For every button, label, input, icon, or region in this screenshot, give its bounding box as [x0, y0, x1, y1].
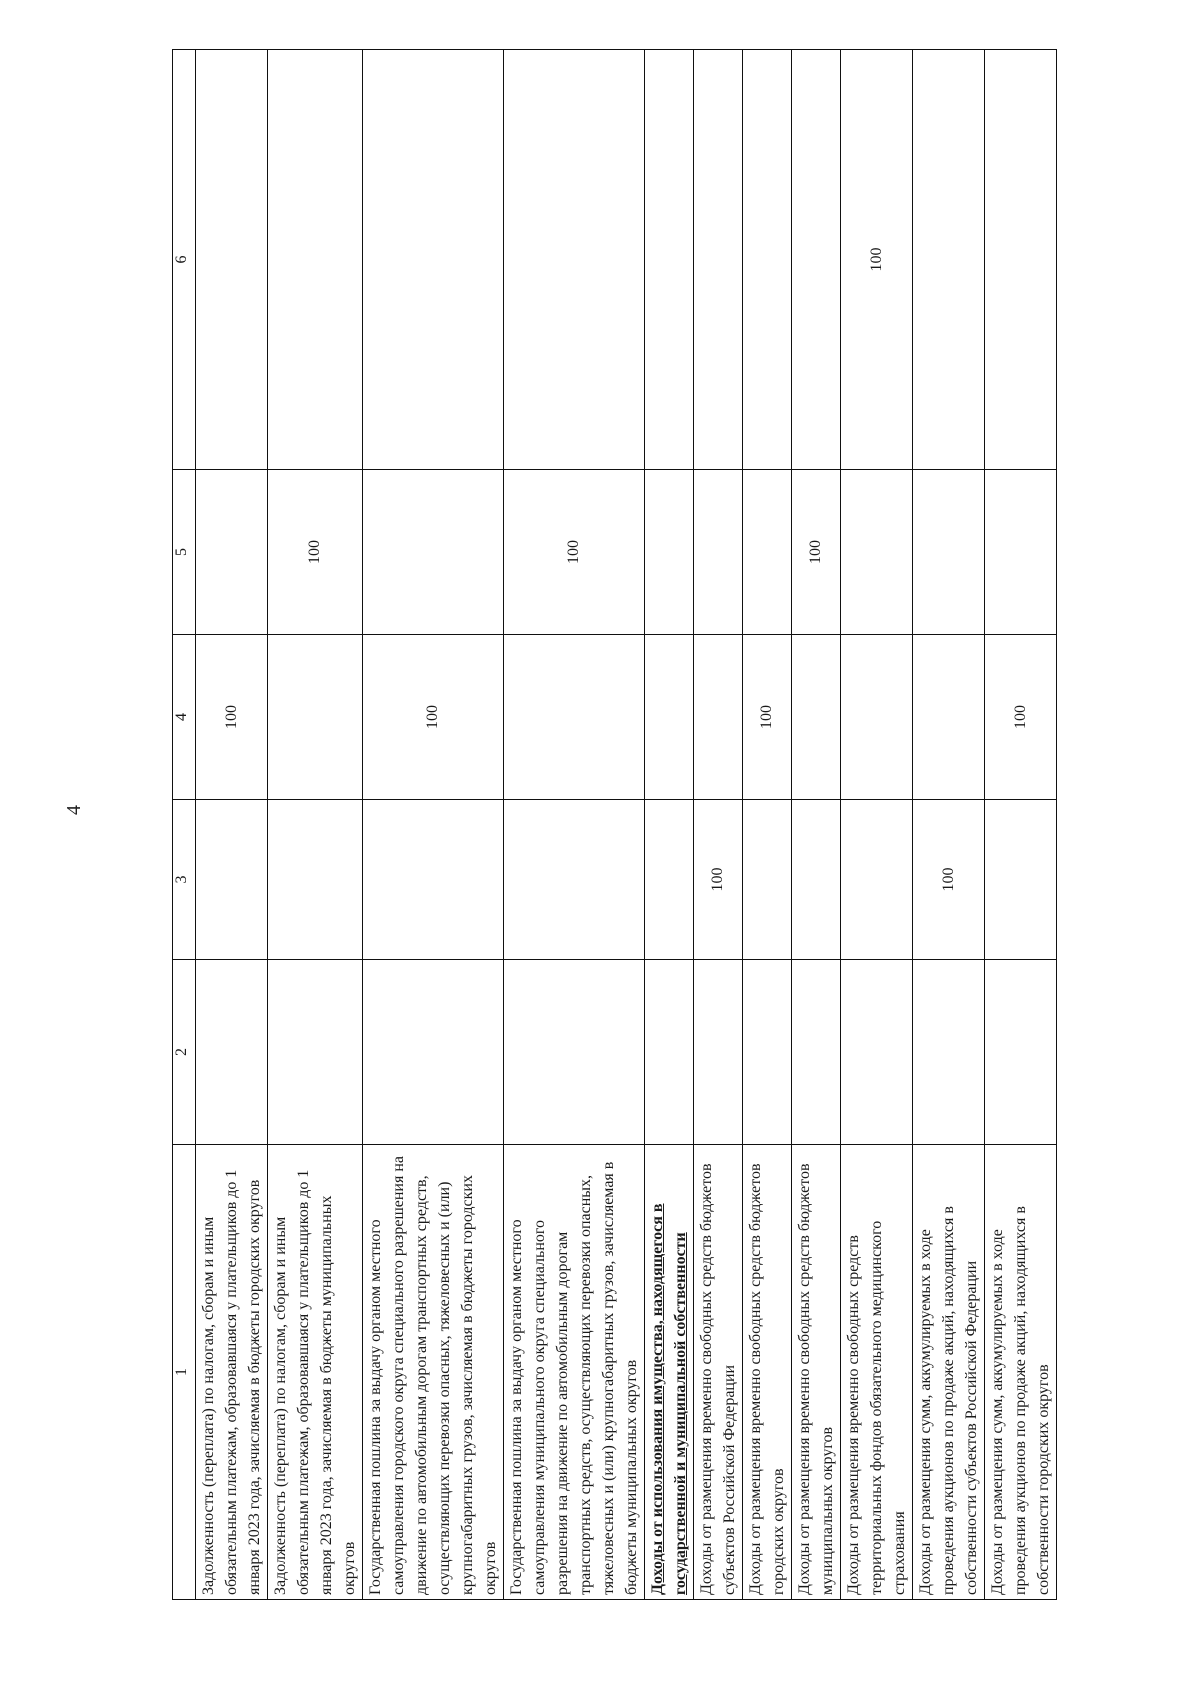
row-value-cell: [913, 960, 985, 1145]
row-value-cell: [743, 800, 792, 960]
row-description-text: Доходы от размещения временно свободных средств бюджетов субъектов Российской Федерации: [698, 1163, 738, 1595]
row-description: [841, 1145, 913, 1600]
revenue-distribution-table: [172, 49, 1057, 1600]
row-value-cell: [985, 800, 1057, 960]
rotated-table-container: [172, 50, 1052, 1600]
row-value-cell: [694, 635, 743, 800]
row-value-cell: 100: [196, 635, 268, 800]
row-value-cell: [196, 470, 268, 635]
table-row: [743, 50, 792, 1600]
page-number: 4: [63, 805, 85, 815]
row-value-cell: 100: [743, 635, 792, 800]
row-description-text: Задолженность (переплата) по налогам, сборам и иным обязательным платежам, образовавшаяся у плательщиков до 1 января 2023 года, зачисляемая в бюджеты муниципальных округов: [272, 1169, 358, 1595]
table-row: [363, 50, 504, 1600]
row-value-cell: [743, 50, 792, 470]
table-row: [268, 50, 363, 1600]
row-value-cell: [363, 960, 504, 1145]
row-value-cell: [645, 635, 694, 800]
column-number-row: [173, 50, 196, 1600]
row-description: [743, 1145, 792, 1600]
row-description-text: Государственная пошлина за выдачу органом местного самоуправления городского округа специального разрешения на движение по автомобильным дорогам транспортных средств, осуществляющих перевозки опасных, тяжеловесных и (или) крупногабаритных грузов, зачисляемая в бюджеты городских округов: [367, 1155, 499, 1595]
row-value-cell: [268, 635, 363, 800]
row-value-cell: [645, 960, 694, 1145]
row-description-text: Доходы от размещения временно свободных средств бюджетов городских округов: [747, 1163, 787, 1595]
row-description-text: Государственная пошлина за выдачу органом местного самоуправления муниципального округа специального разрешения на движение по автомобильным дорогам транспортных средств, осуществляющих перевозки опасных, тяжеловесных и (или) крупногабаритных грузов, зачисляемая в бюджеты муниципальных округов: [508, 1161, 640, 1595]
row-value-cell: [196, 960, 268, 1145]
table-row: [792, 50, 841, 1600]
column-header: 3: [173, 800, 196, 960]
row-value-cell: [985, 470, 1057, 635]
column-header: 1: [173, 1145, 196, 1600]
row-value-cell: [645, 50, 694, 470]
row-value-cell: 100: [985, 635, 1057, 800]
row-description-text: Доходы от размещения сумм, аккумулируемых в ходе проведения аукционов по продаже акций, находящихся в собственности субъектов Российской Федерации: [917, 1206, 980, 1595]
row-description-text: Задолженность (переплата) по налогам, сборам и иным обязательным платежам, образовавшаяся у плательщиков до 1 января 2023 года, зачисляемая в бюджеты городских округов: [200, 1169, 263, 1595]
row-value-cell: [645, 800, 694, 960]
row-value-cell: [363, 470, 504, 635]
row-description-text: Доходы от использования имущества, находящегося в государственной и муниципальной собственности: [649, 1203, 689, 1595]
row-description: [504, 1145, 645, 1600]
row-value-cell: [792, 635, 841, 800]
row-value-cell: [743, 960, 792, 1145]
row-description: [985, 1145, 1057, 1600]
table-row: [694, 50, 743, 1600]
row-value-cell: 100: [694, 800, 743, 960]
column-header: 6: [173, 50, 196, 470]
table-row: [841, 50, 913, 1600]
row-description: [694, 1145, 743, 1600]
row-value-cell: [913, 470, 985, 635]
row-value-cell: [645, 470, 694, 635]
row-value-cell: [694, 470, 743, 635]
row-value-cell: [268, 50, 363, 470]
row-description: [913, 1145, 985, 1600]
row-description: [645, 1145, 694, 1600]
row-value-cell: [268, 800, 363, 960]
row-value-cell: [504, 800, 645, 960]
row-value-cell: [363, 50, 504, 470]
row-description: [268, 1145, 363, 1600]
row-description: [196, 1145, 268, 1600]
column-header: 4: [173, 635, 196, 800]
row-value-cell: [694, 960, 743, 1145]
row-value-cell: [841, 635, 913, 800]
row-value-cell: [985, 960, 1057, 1145]
row-description: [363, 1145, 504, 1600]
row-value-cell: [913, 50, 985, 470]
table-row: [645, 50, 694, 1600]
table-row: [913, 50, 985, 1600]
column-header: 2: [173, 960, 196, 1145]
row-value-cell: 100: [841, 50, 913, 470]
row-value-cell: [841, 800, 913, 960]
row-value-cell: 100: [504, 470, 645, 635]
row-value-cell: [792, 800, 841, 960]
column-header: 5: [173, 470, 196, 635]
row-value-cell: [743, 470, 792, 635]
row-value-cell: [913, 635, 985, 800]
row-description: [792, 1145, 841, 1600]
row-value-cell: [363, 800, 504, 960]
row-description-text: Доходы от размещения сумм, аккумулируемых в ходе проведения аукционов по продаже акций, находящихся в собственности городских округов: [989, 1206, 1052, 1595]
table-row: [504, 50, 645, 1600]
row-value-cell: [841, 960, 913, 1145]
row-value-cell: 100: [363, 635, 504, 800]
row-value-cell: [985, 50, 1057, 470]
row-value-cell: [792, 960, 841, 1145]
row-value-cell: [196, 800, 268, 960]
row-value-cell: 100: [268, 470, 363, 635]
row-description-text: Доходы от размещения временно свободных средств территориальных фондов обязательного медицинского страхования: [845, 1220, 908, 1595]
row-value-cell: [792, 50, 841, 470]
row-value-cell: [268, 960, 363, 1145]
row-value-cell: 100: [913, 800, 985, 960]
row-value-cell: [841, 470, 913, 635]
row-value-cell: [504, 50, 645, 470]
table-row: [985, 50, 1057, 1600]
table-row: [196, 50, 268, 1600]
row-value-cell: 100: [792, 470, 841, 635]
row-value-cell: [504, 635, 645, 800]
row-value-cell: [504, 960, 645, 1145]
row-description-text: Доходы от размещения временно свободных средств бюджетов муниципальных округов: [796, 1163, 836, 1595]
row-value-cell: [694, 50, 743, 470]
row-value-cell: [196, 50, 268, 470]
